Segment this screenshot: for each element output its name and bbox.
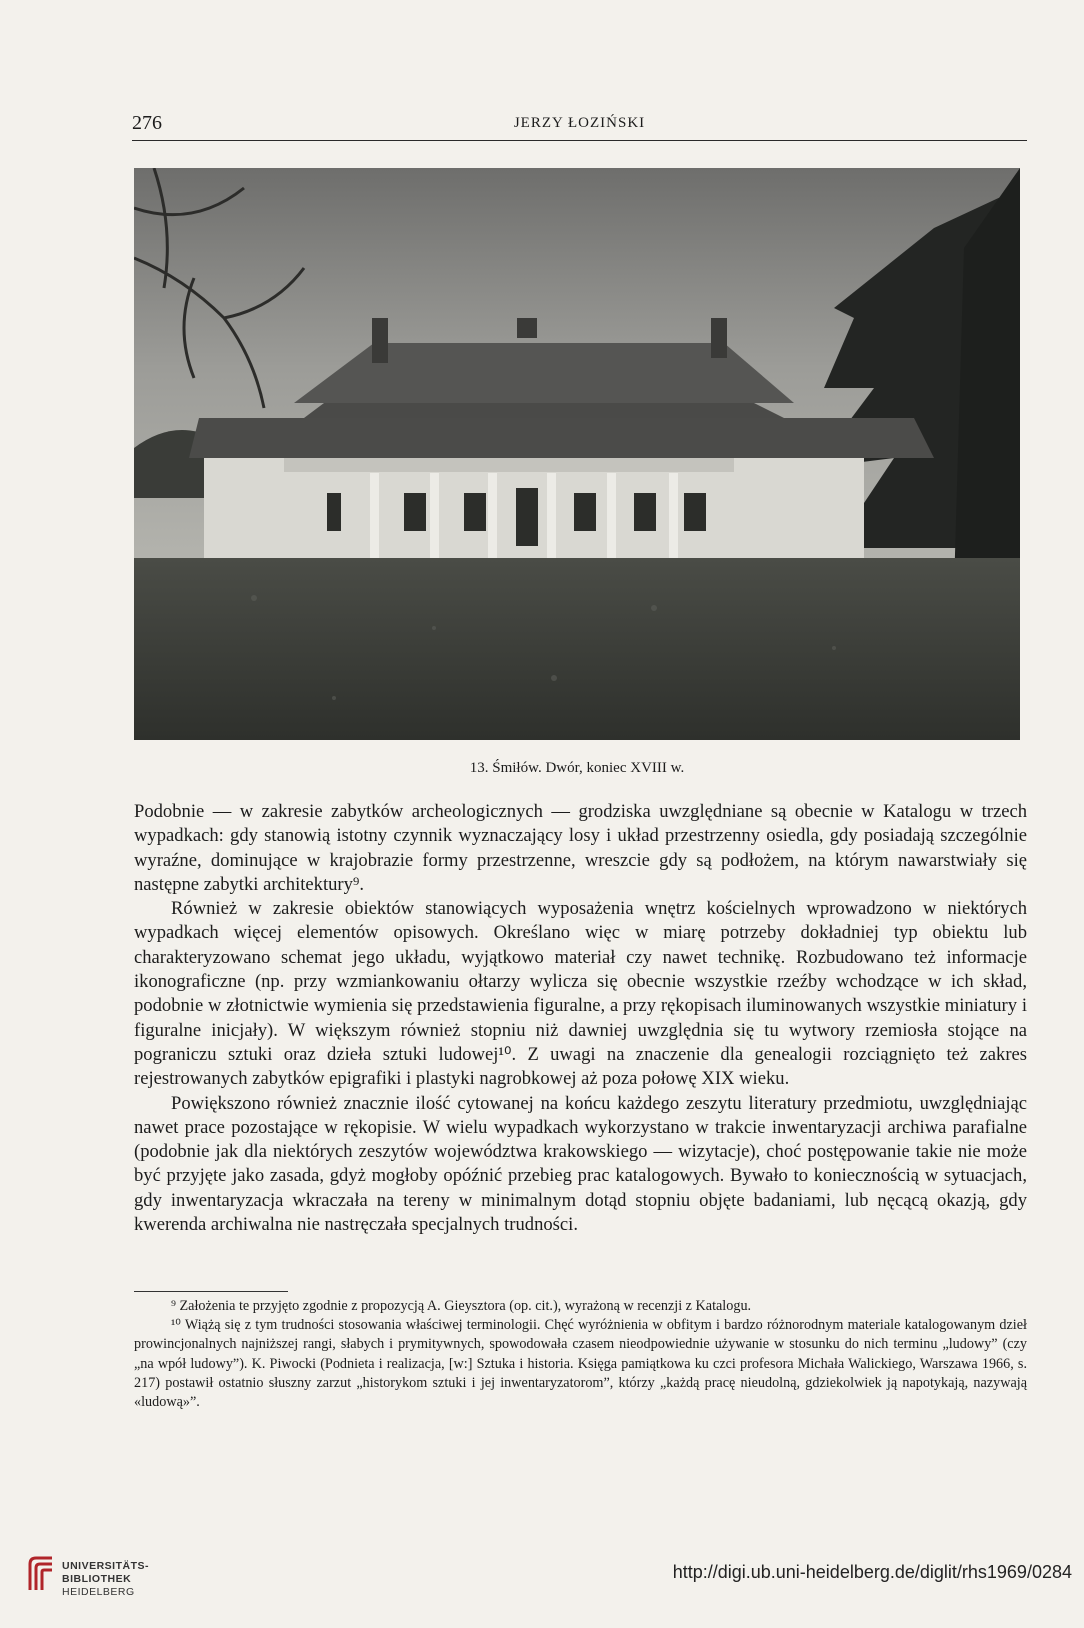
photograph-manor-house (134, 168, 1020, 740)
footnote-10: ¹⁰ Wiążą się z tym trudności stosowania właściwej terminologii. Chęć wyróżnienia w obfitym i bardzo różnorodnym materiale katalogowanym dzieł prowincjonalnych najniższej rangi, słabych i prymitywnych, spowodowała czasem nieodpowiednie używanie w stosunku do nich terminu „ludowy” (czy „na wpół ludowy”). K. Piwocki (Podnieta i realizacja, [w:] Sztuka i historia. Księga pamiątkowa ku czci profesora Michała Walickiego, Warszawa 1966, s. 217) postawił ostatnio słuszny zarzut „historykom sztuki i jej inwentaryzatorom”, którzy „każdą pracę nieudolną, gdziekolwiek ją napotykają, nazywają «ludową»”. (134, 1317, 1027, 1411)
paragraph: Podobnie — w zakresie zabytków archeologicznych — grodziska uwzględniane są obecnie w Katalogu w trzech wypadkach: gdy stanowią istotny czynnik wyznaczający losy i układ przestrzenny osiedla, gdy posiadają szczególnie wyraźne, dominujące w krajobrazie formy przestrzenne, wreszcie gdy są podłożem, na którym nawarstwiały się następne zabytki architektury⁹. (134, 801, 1027, 895)
source-url-link[interactable]: http://digi.ub.uni-heidelberg.de/diglit/rhs1969/0284 (672, 1562, 1072, 1582)
paragraph: Powiększono również znacznie ilość cytowanej na końcu każdego zeszytu literatury przedmiotu, uwzględniając nawet prace pozostające w rękopisie. W wielu wypadkach wykorzystano w trakcie inwentaryzacji archiwa parafialne (podobnie jak dla niektórych zeszytów województwa krakowskiego — wizytacje), choć postępowanie takie nie może być przyjęte jako zasada, gdyż mogłoby opóźnić przebieg prac katalogowych. Bywało to koniecznością w sytuacjach, gdy inwentaryzacja wkraczała na tereny w minimalnym dotąd stopniu objęte badaniami, lub nęcącą okazją, gdy kwerenda archiwalna nie nastręczała specjalnych trudności. (134, 1092, 1027, 1236)
running-head (132, 112, 1027, 141)
body-text (134, 800, 1027, 1237)
page-number: 276 (132, 112, 162, 134)
footnote-rule (134, 1291, 288, 1292)
running-author: JERZY ŁOZIŃSKI (513, 115, 646, 131)
library-name: UNIVERSITÄTS- BIBLIOTHEK HEIDELBERG (62, 1560, 150, 1598)
library-logo-icon (26, 1554, 56, 1598)
footnotes (134, 1297, 1027, 1412)
library-footer (0, 1540, 1084, 1628)
figure-caption: 13. Śmiłów. Dwór, koniec XVIII w. (469, 760, 685, 776)
paragraph: Również w zakresie obiektów stanowiących wyposażenia wnętrz kościelnych wprowadzono w niektórych wypadkach więcej elementów opisowych. Określano więc w miarę potrzeby dokładniej typ obiektu lub charakteryzowano schemat jego układu, wyjątkowo materiał czy nawet technikę. Rozbudowano też informacje ikonograficzne (np. przy wzmiankowaniu ołtarzy wylicza się obecnie wszystkie rzeźby wchodzące w ich skład, podobnie w złotnictwie wymienia się przedstawienia figuralne, a przy rękopisach iluminowanych wszystkie miniatury i figuralne inicjały). W większym również stopniu niż dawniej uwzględnia się tu wytwory rzemiosła stojące na pograniczu sztuki oraz dzieła sztuki ludowej¹⁰. Z uwagi na znaczenie dla genealogii rozciągnięto też zakres rejestrowanych zabytków epigrafiki i plastyki nagrobkowej aż poza połowę XIX wieku. (134, 898, 1027, 1090)
footnote-9: ⁹ Założenia te przyjęto zgodnie z propozycją A. Gieysztora (op. cit.), wyrażoną w recenzji z Katalogu. (171, 1298, 752, 1314)
